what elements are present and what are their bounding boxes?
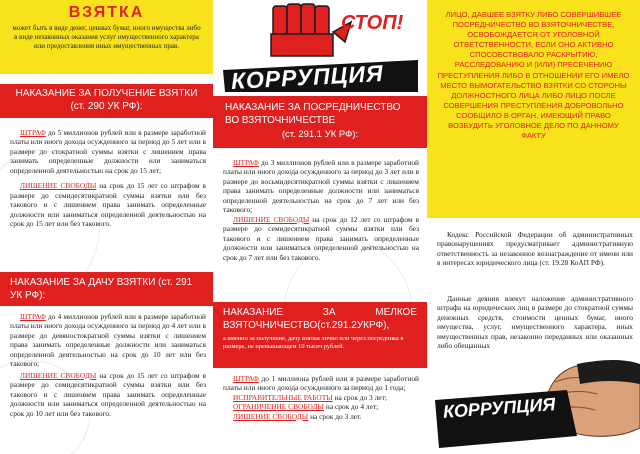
corruption-logo-text: КОРРУПЦИЯ [442,394,557,422]
keyword-correctional-labor: ИСПРАВИТЕЛЬНЫЕ РАБОТЫ [233,392,333,402]
receipt-penalty-title: НАКАЗАНИЕ ЗА ПОЛУЧЕНИЕ ВЗЯТКИ (ст. 290 УК РФ): [15,88,198,112]
center-panel [213,0,427,454]
stop-text: СТОП! [341,12,404,34]
petty-fine-text: до 1 миллиона рублей или в размере заработной платы или иного дохода осужденного за период до 1 года; [223,374,419,393]
giving-penalty-heading [0,272,213,306]
receipt-fine-text: до 5 миллионов рублей или в размере заработной платы или иного дохода осужденного за период до 5 лет или в размере до стократной суммы взятки с лишением права занимать определенные должности или заниматься определенной деятельностью на срок до 15 лет; [10,128,206,175]
admin-liability-text [437,230,633,268]
keyword-imprisonment: ЛИШЕНИЕ СВОБОДЫ [20,370,97,380]
bribe-title: ВЗЯТКА [68,4,145,21]
admin-fine-paragraph: Данные деяния влекут наложение административного штрафа на юридических лиц в размере до стократной суммы денежных средств, стоимости ценных бумаг, иного имущества, услуг, имущественного характера, иных имущественных прав, незаконно переданных или оказанных либо обещанных [437,294,633,351]
keyword-imprisonment: ЛИШЕНИЕ СВОБОДЫ [233,214,310,224]
petty-bribery-title: НАКАЗАНИЕ ЗА МЕЛКОЕ ВЗЯТОЧНИЧЕСТВО(ст.291.2УКРФ), [223,307,417,331]
mediation-prison-text: на срок до 12 лет со штрафом в размере до семидесятикратной суммы взятки или без такового и с лишением права занимать определенные должности или заниматься определенной деятельностью на срок до 7 лет или без такового. [223,214,419,262]
keyword-imprisonment: ЛИШЕНИЕ СВОБОДЫ [233,411,309,421]
mediation-fine-text: до 3 миллионов рублей или в размере заработной платы или иного дохода осужденного за период до 3 лет или в размере до восьмидесятикратной суммы взятки с лишением права занимать определенные должности или заниматься определенной деятельностью на срок до 7 лет или без такового; [223,158,419,215]
mediation-penalty-title: НАКАЗАНИЕ ЗА ПОСРЕДНИЧЕСТВО ВО ВЗЯТОЧНИЧЕСТВЕ [225,102,401,126]
keyword-fine: ШТРАФ [20,128,46,137]
petty-restriction-text: на срок до 4 лет; [325,402,379,412]
bribe-definition: может быть в виде денег, ценных бумаг, иного имущества либо в виде незаконных оказания услуг имущественного характера или предоставления иных имущественных прав. [12,24,201,51]
corruption-logo-text: КОРРУПЦИЯ [230,60,385,94]
petty-prison-text: на срок до 3 лет. [310,411,362,421]
bribe-definition-box [0,0,213,74]
left-panel [0,0,213,454]
admin-fine-text [437,294,633,351]
giving-prison-text: на срок до 15 лет со штрафом в размере до семидесятикратной суммы взятки или без такового и с лишением права занимать определенные должности или заниматься определенной деятельностью на срок до 10 лет или без такового. [10,370,206,418]
petty-labor-text: на срок до 3 лет; [334,392,387,402]
giving-penalty-text [10,312,206,418]
giving-fine-text: до 4 миллионов рублей или в размере заработной платы или иного дохода осужденного за период до 4 лет или в размере до девяностократной суммы взятки с лишением права занимать определенные должности или заниматься определенной деятельностью на срок до 10 лет или без такового; [10,312,206,369]
keyword-imprisonment: ЛИШЕНИЕ СВОБОДЫ [20,181,97,191]
keyword-restriction: ОГРАНИЧЕНИЕ СВОБОДЫ [233,402,324,412]
mediation-penalty-article: (ст. 291.1 УК РФ): [281,129,359,140]
petty-bribery-heading [213,302,427,368]
keyword-fine: ШТРАФ [233,158,259,167]
stop-corruption-logo [213,0,427,95]
receipt-penalty-heading [0,84,213,118]
keyword-fine: ШТРАФ [20,312,46,321]
right-panel [427,0,640,454]
giving-penalty-title: НАКАЗАНИЕ ЗА ДАЧУ ВЗЯТКИ (ст. 291 УК РФ): [10,277,193,301]
keyword-fine: ШТРАФ [233,374,259,383]
petty-bribery-text [223,374,419,421]
receipt-prison-text: на срок до 15 лет со штрафом в размере до семидесятикратной суммы взятки или без такового и с лишением права занимать определенные должности или заниматься определенной деятельностью на срок до 15 лет или без такового. [10,181,206,229]
exemption-text: ЛИЦО, ДАВШЕЕ ВЗЯТКУ ЛИБО СОВЕРШИВШЕЕ ПОСРЕДНИЧЕСТВО ВО ВЗЯТОЧНИЧЕСТВЕ, ОСВОБОЖДАЕТСЯ ОТ УГОЛОВНОЙ ОТВЕТСТВЕННОСТИ, ЕСЛИ ОНО АКТИВНО СПОСОБСТВОВАЛО РАСКРЫТИЮ, РАССЛЕДОВАНИЮ И (ИЛИ) ПРЕСЕЧЕНИЮ ПРЕСТУПЛЕНИЯ ЛИБО В ОТНОШЕНИИ ЕГО ИМЕЛО МЕСТО ВЫМОГАТЕЛЬСТВО ВЗЯТКИ СО СТОРОНЫ ДОЛЖНОСТНОГО ЛИЦА ЛИБО ЛИЦО ПОСЛЕ СОВЕРШЕНИЯ ПРЕСТУПЛЕНИЯ ДОБРОВОЛЬНО СООБЩИЛО В ОРГАН, ИМЕЮЩИЙ ПРАВО ВОЗБУДИТЬ УГОЛОВНОЕ ДЕЛО ПО ДАННОМУ ФАКТУ [437,10,630,141]
admin-code-paragraph: Кодекс Российской Федерации об административных правонарушениях предусматривает административную ответственность за незаконное вознаграждение от имени или в интересах юридического лица (ст. 19.28 КоАП РФ). [437,230,633,268]
exemption-banner [427,0,640,218]
petty-bribery-note: а именно за получение, дачу взятки лично или через посредника в размере, не превышающем 10 тысяч рублей. [223,335,404,351]
mediation-penalty-heading [213,96,427,148]
receipt-penalty-text [10,128,206,229]
mediation-penalty-text [223,158,419,262]
